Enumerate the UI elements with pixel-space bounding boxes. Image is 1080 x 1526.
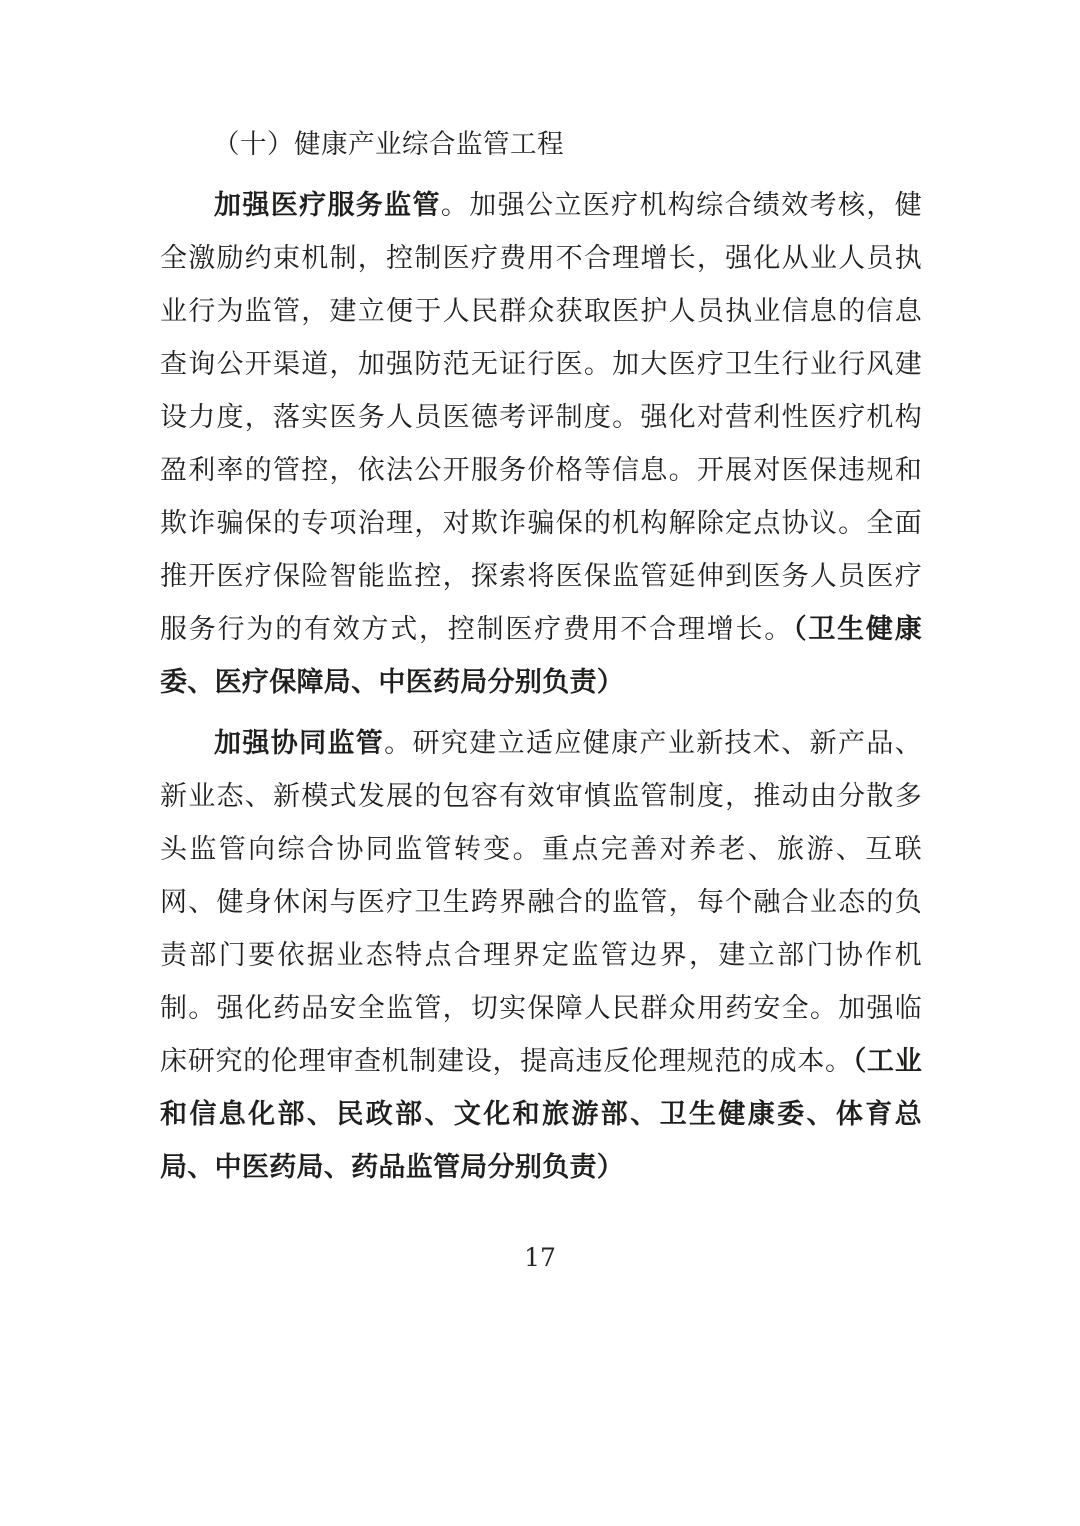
paragraph-lead-2: 加强协同监管 <box>214 727 385 759</box>
page-content <box>160 128 922 1202</box>
page-number: 17 <box>524 1243 556 1272</box>
responsible-departments-2: （工业和信息化部、民政部、文化和旅游部、卫生健康委、体育总局、中医药局、药品监管局分别负责） <box>160 1045 923 1183</box>
paragraph-lead-1: 加强医疗服务监管 <box>214 189 441 221</box>
paragraph-collaborative-supervision <box>160 717 922 1194</box>
paragraph-body-2: 。研究建立适应健康产业新技术、新产品、新业态、新模式发展的包容有效审慎监管制度，推动由分散多头监管向综合协同监管转变。重点完善对养老、旅游、互联网、健身休闲与医疗卫生跨界融合的监管，每个融合业态的负责部门要依据业态特点合理界定监管边界，建立部门协作机制。强化药品安全监管，切实保障人民群众用药安全。加强临床研究的伦理审查机制建设，提高违反伦理规范的成本。 <box>160 727 922 1077</box>
responsible-departments-1: （卫生健康委、医疗保障局、中医药局分别负责） <box>160 613 922 698</box>
paragraph-body-1: 。加强公立医疗机构综合绩效考核，健全激励约束机制，控制医疗费用不合理增长，强化从业人员执业行为监管，建立便于人民群众获取医护人员执业信息的信息查询公开渠道，加强防范无证行医。加大医疗卫生行业行风建设力度，落实医务人员医德考评制度。强化对营利性医疗机构盈利率的管控，依法公开服务价格等信息。开展对医保违规和欺诈骗保的专项治理，对欺诈骗保的机构解除定点协议。全面推开医疗保险智能监控，探索将医保监管延伸到医务人员医疗服务行为的有效方式，控制医疗费用不合理增长。 <box>160 189 922 645</box>
paragraph-medical-service-supervision <box>160 179 922 709</box>
section-heading: （十）健康产业综合监管工程 <box>213 129 564 160</box>
